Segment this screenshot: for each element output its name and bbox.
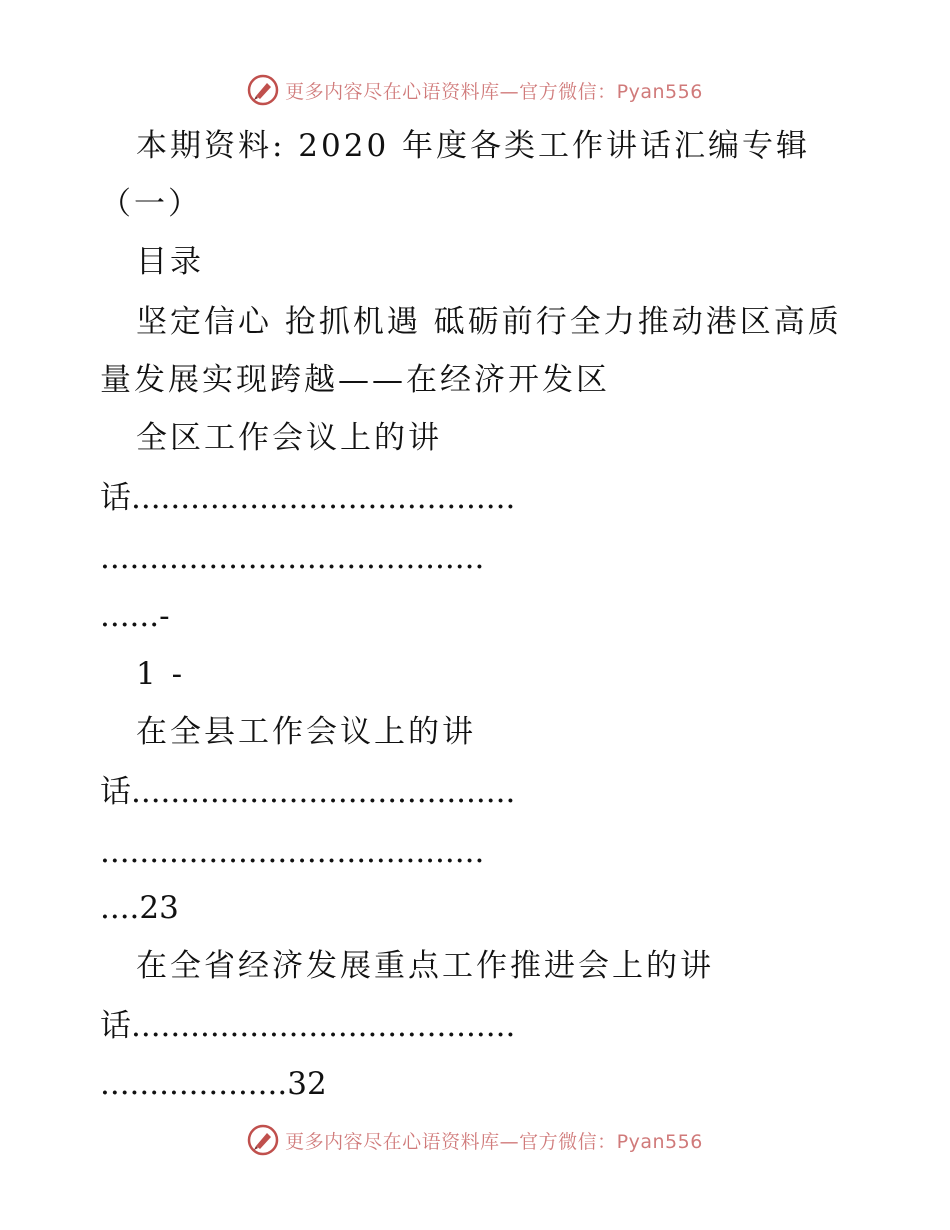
toc-entry1-line2: 量发展实现跨越——在经济开发区 [100, 362, 610, 398]
watermark-text: 更多内容尽在心语资料库—官方微信：Pyan556 [285, 1130, 703, 1153]
doc-title-line1: 本期资料: 2020 年度各类工作讲话汇编专辑 [136, 128, 811, 164]
toc-entry3-leader1: 话....................................... [100, 1008, 516, 1044]
toc-entry2-leader2: ....................................... [100, 834, 485, 870]
toc-entry1-leader3: ......- [100, 598, 170, 634]
watermark-text: 更多内容尽在心语资料库—官方微信：Pyan556 [285, 80, 703, 103]
doc-title-line2: （一） [100, 186, 202, 222]
toc-entry1-line3: 全区工作会议上的讲 [136, 420, 442, 456]
pen-logo-icon [247, 74, 279, 106]
toc-entry2-page: ....23 [100, 890, 179, 926]
toc-entry3-line1: 在全省经济发展重点工作推进会上的讲 [136, 948, 714, 984]
toc-heading: 目录 [136, 244, 204, 280]
toc-entry1-leader1: 话....................................... [100, 480, 516, 516]
pen-logo-icon [247, 1124, 279, 1156]
toc-entry1-page: 1 - [136, 656, 186, 692]
watermark-banner-top [0, 70, 950, 110]
toc-entry1-line1: 坚定信心 抢抓机遇 砥砺前行全力推动港区高质 [136, 304, 842, 340]
toc-entry1-leader2: ....................................... [100, 540, 485, 576]
watermark-banner-bottom [0, 1120, 950, 1160]
toc-entry2-line1: 在全县工作会议上的讲 [136, 714, 476, 750]
toc-entry3-page: ...................32 [100, 1066, 327, 1102]
toc-entry2-leader1: 话....................................... [100, 774, 516, 810]
